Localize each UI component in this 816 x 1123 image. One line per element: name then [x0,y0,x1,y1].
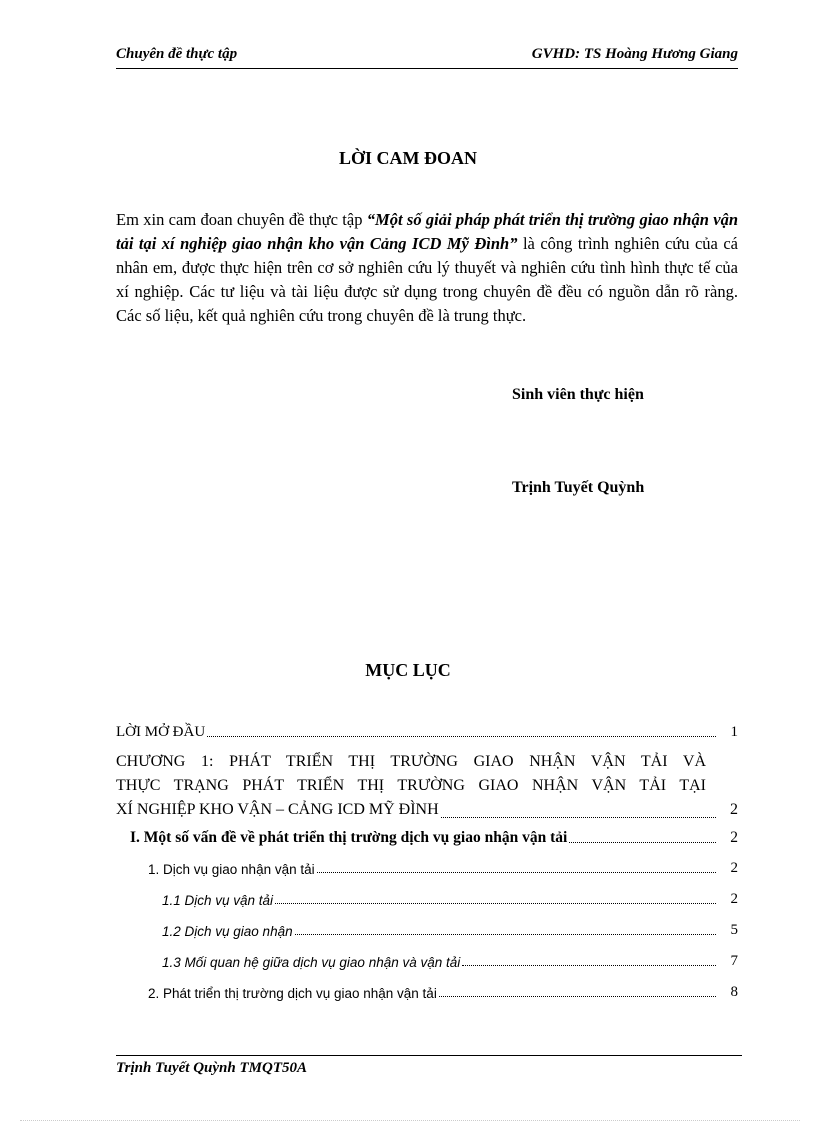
page-bottom-divider [20,1120,800,1121]
chapter-line-3: XÍ NGHIỆP KHO VẬN – CẢNG ICD MỸ ĐÌNH [116,801,439,818]
toc-entry-section-1[interactable] [130,829,738,847]
toc-entry-label: 2. Phát triển thị trường dịch vụ giao nhận vận tải [148,986,437,1001]
toc-page-number: 2 [730,891,738,907]
toc-leader-dots [462,965,716,966]
toc-entry-item-1-1[interactable] [162,891,738,908]
signer-label: Sinh viên thực hiện [512,386,644,403]
toc-entry-intro[interactable] [116,724,738,741]
chapter-line-1: CHƯƠNG 1: PHÁT TRIỂN THỊ TRƯỜNG GIAO NHẬN VẬN TẢI VÀ [116,753,706,770]
toc-page-number: 8 [730,984,738,1000]
chapter-line-3-row [116,798,738,822]
toc-page-number: 7 [730,953,738,969]
toc-entry-label: 1.2 Dịch vụ giao nhận [162,924,293,939]
signer-name: Trịnh Tuyết Quỳnh [512,479,645,496]
chapter-line-2: THỰC TRẠNG PHÁT TRIỂN THỊ TRƯỜNG GIAO NHẬN VẬN TẢI TẠI [116,777,706,794]
footer-text: Trịnh Tuyết Quỳnh TMQT50A [116,1060,307,1076]
toc-leader-dots [295,934,716,935]
toc-entry-item-2[interactable] [148,984,738,1001]
toc-page-number: 1 [730,724,738,740]
declaration-body: là công trình nghiên cứu của cá nhân em, được thực hiện trên cơ sở nghiên cứu lý thuyết và nghiên cứu tình hình thực tế của xí nghiệp. Các tư liệu và tài liệu được sử dụng trong chuyên đề đều có nguồn dẫn rõ ràng. Các số liệu, kết quả nghiên cứu trong chuyên đề là trung thực. [116,234,738,325]
toc-entry-label: 1.1 Dịch vụ vận tải [162,893,274,908]
toc-entry-label: I. Một số vấn đề về phát triển thị trường dịch vụ giao nhận vận tải [130,829,568,846]
toc-entry-label: LỜI MỞ ĐẦU [116,724,206,740]
toc-leader-dots [317,872,716,873]
toc-entry-label: 1.3 Mối quan hệ giữa dịch vụ giao nhận và vận tải [162,955,461,970]
toc-page-number: 5 [730,922,738,938]
toc-page-number: 2 [730,829,738,846]
toc-leader-dots [439,996,716,997]
toc-leader-dots [207,736,716,737]
toc-page-number: 2 [730,801,738,818]
declaration-topic: “Một số giải pháp phát triển thị trường giao nhận vận tải tại xí nghiệp giao nhận kho vận Cảng ICD Mỹ Đình” [116,210,738,253]
declaration-title: LỜI CAM ĐOAN [339,148,477,168]
toc-leader-dots [275,903,716,904]
toc-leader-dots [569,842,716,843]
toc-title: MỤC LỤC [365,660,451,680]
header-left: Chuyên đề thực tập [116,46,238,62]
toc-entry-label: 1. Dịch vụ giao nhận vận tải [148,862,315,877]
declaration-intro: Em xin cam đoan chuyên đề thực tập [116,210,367,229]
toc-entry-item-1-3[interactable] [162,953,738,970]
page-footer [116,1055,742,1076]
page-header [116,46,738,69]
toc-leader-dots [441,817,716,818]
toc-entry-item-1-2[interactable] [162,922,738,939]
toc-page-number: 2 [730,860,738,876]
toc-entry-item-1[interactable] [148,860,738,877]
header-right: GVHD: TS Hoàng Hương Giang [531,46,738,62]
declaration-paragraph [116,208,738,328]
